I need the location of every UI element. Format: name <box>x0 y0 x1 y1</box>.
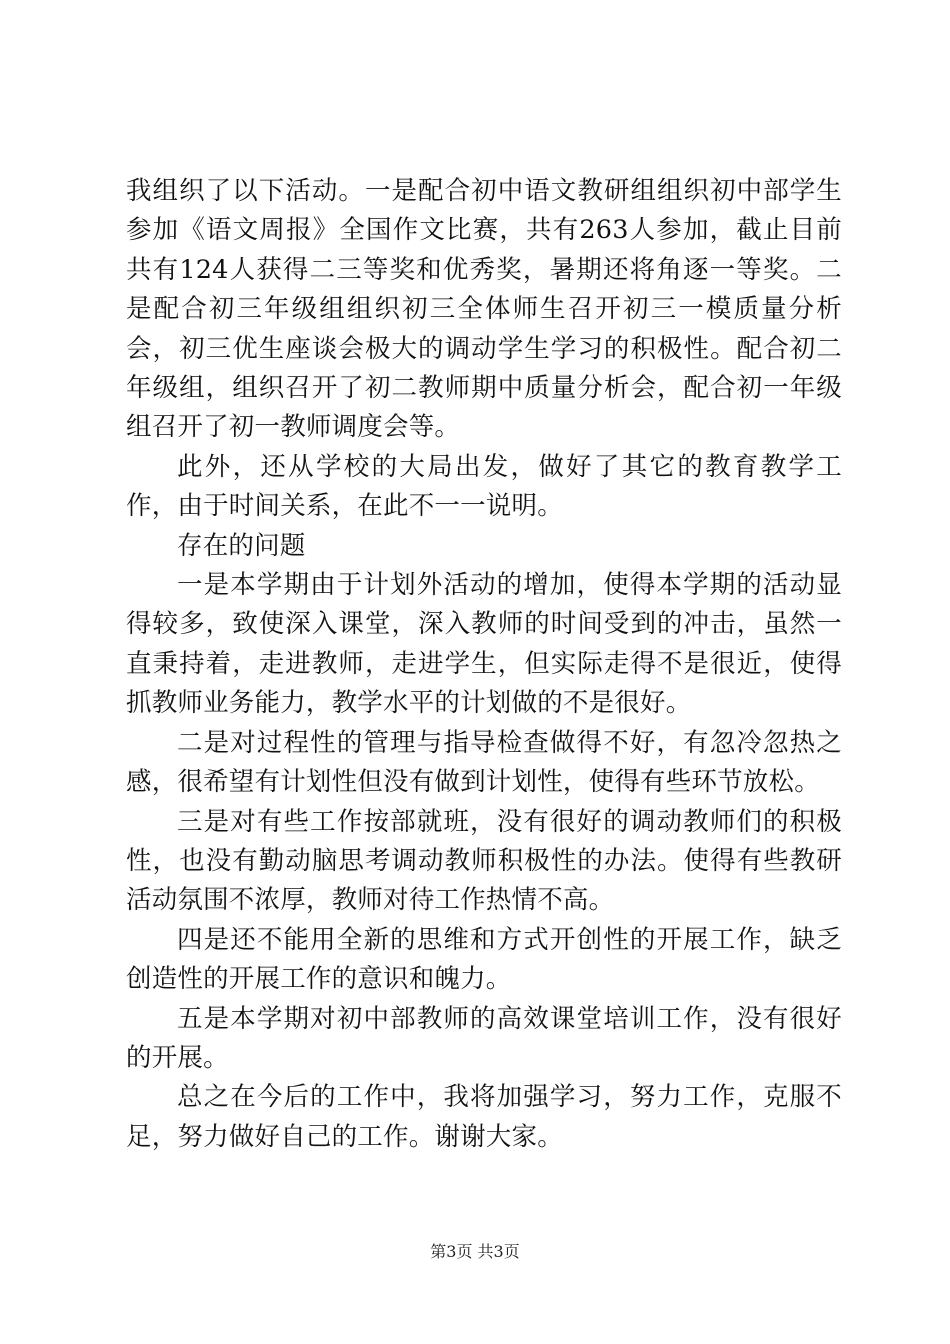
paragraph-other-work: 此外，还从学校的大局出发，做好了其它的教育教学工作，由于时间关系，在此不一一说明。 <box>126 451 842 522</box>
section-heading-problems: 存在的问题 <box>177 530 306 561</box>
paragraph-problem-5: 五是本学期对初中部教师的高效课堂培训工作，没有很好的开展。 <box>126 1003 842 1073</box>
paragraph-problem-2: 二是对过程性的管理与指导检查做得不好，有忽冷忽热之感，很希望有计划性但没有做到计划性，使得有些环节放松。 <box>126 727 842 798</box>
page-number-footer: 第3页 共3页 <box>430 1242 520 1261</box>
document-body <box>126 172 842 1157</box>
paragraph-conclusion: 总之在今后的工作中，我将加强学习，努力工作，克服不足，努力做好自己的工作。谢谢大家。 <box>126 1082 842 1152</box>
paragraph-activities: 我组织了以下活动。一是配合初中语文教研组组织初中部学生参加《语文周报》全国作文比赛，共有263人参加，截止目前共有124人获得二三等奖和优秀奖，暑期还将角逐一等奖。二是配合初三年级组组织初三全体师生召开初三一模质量分析会，初三优生座谈会极大的调动学生学习的积极性。配合初二年级组，组织召开了初二教师期中质量分析会，配合初一年级组召开了初一教师调度会等。 <box>126 176 842 443</box>
paragraph-problem-4: 四是还不能用全新的思维和方式开创性的开展工作，缺乏创造性的开展工作的意识和魄力。 <box>126 924 842 995</box>
paragraph-problem-3: 三是对有些工作按部就班，没有很好的调动教师们的积极性，也没有勤动脑思考调动教师积极性的办法。使得有些教研活动氛围不浓厚，教师对待工作热情不高。 <box>126 806 842 916</box>
paragraph-problem-1: 一是本学期由于计划外活动的增加，使得本学期的活动显得较多，致使深入课堂，深入教师的时间受到的冲击，虽然一直秉持着，走进教师，走进学生，但实际走得不是很近，使得抓教师业务能力，教学水平的计划做的不是很好。 <box>126 570 842 719</box>
